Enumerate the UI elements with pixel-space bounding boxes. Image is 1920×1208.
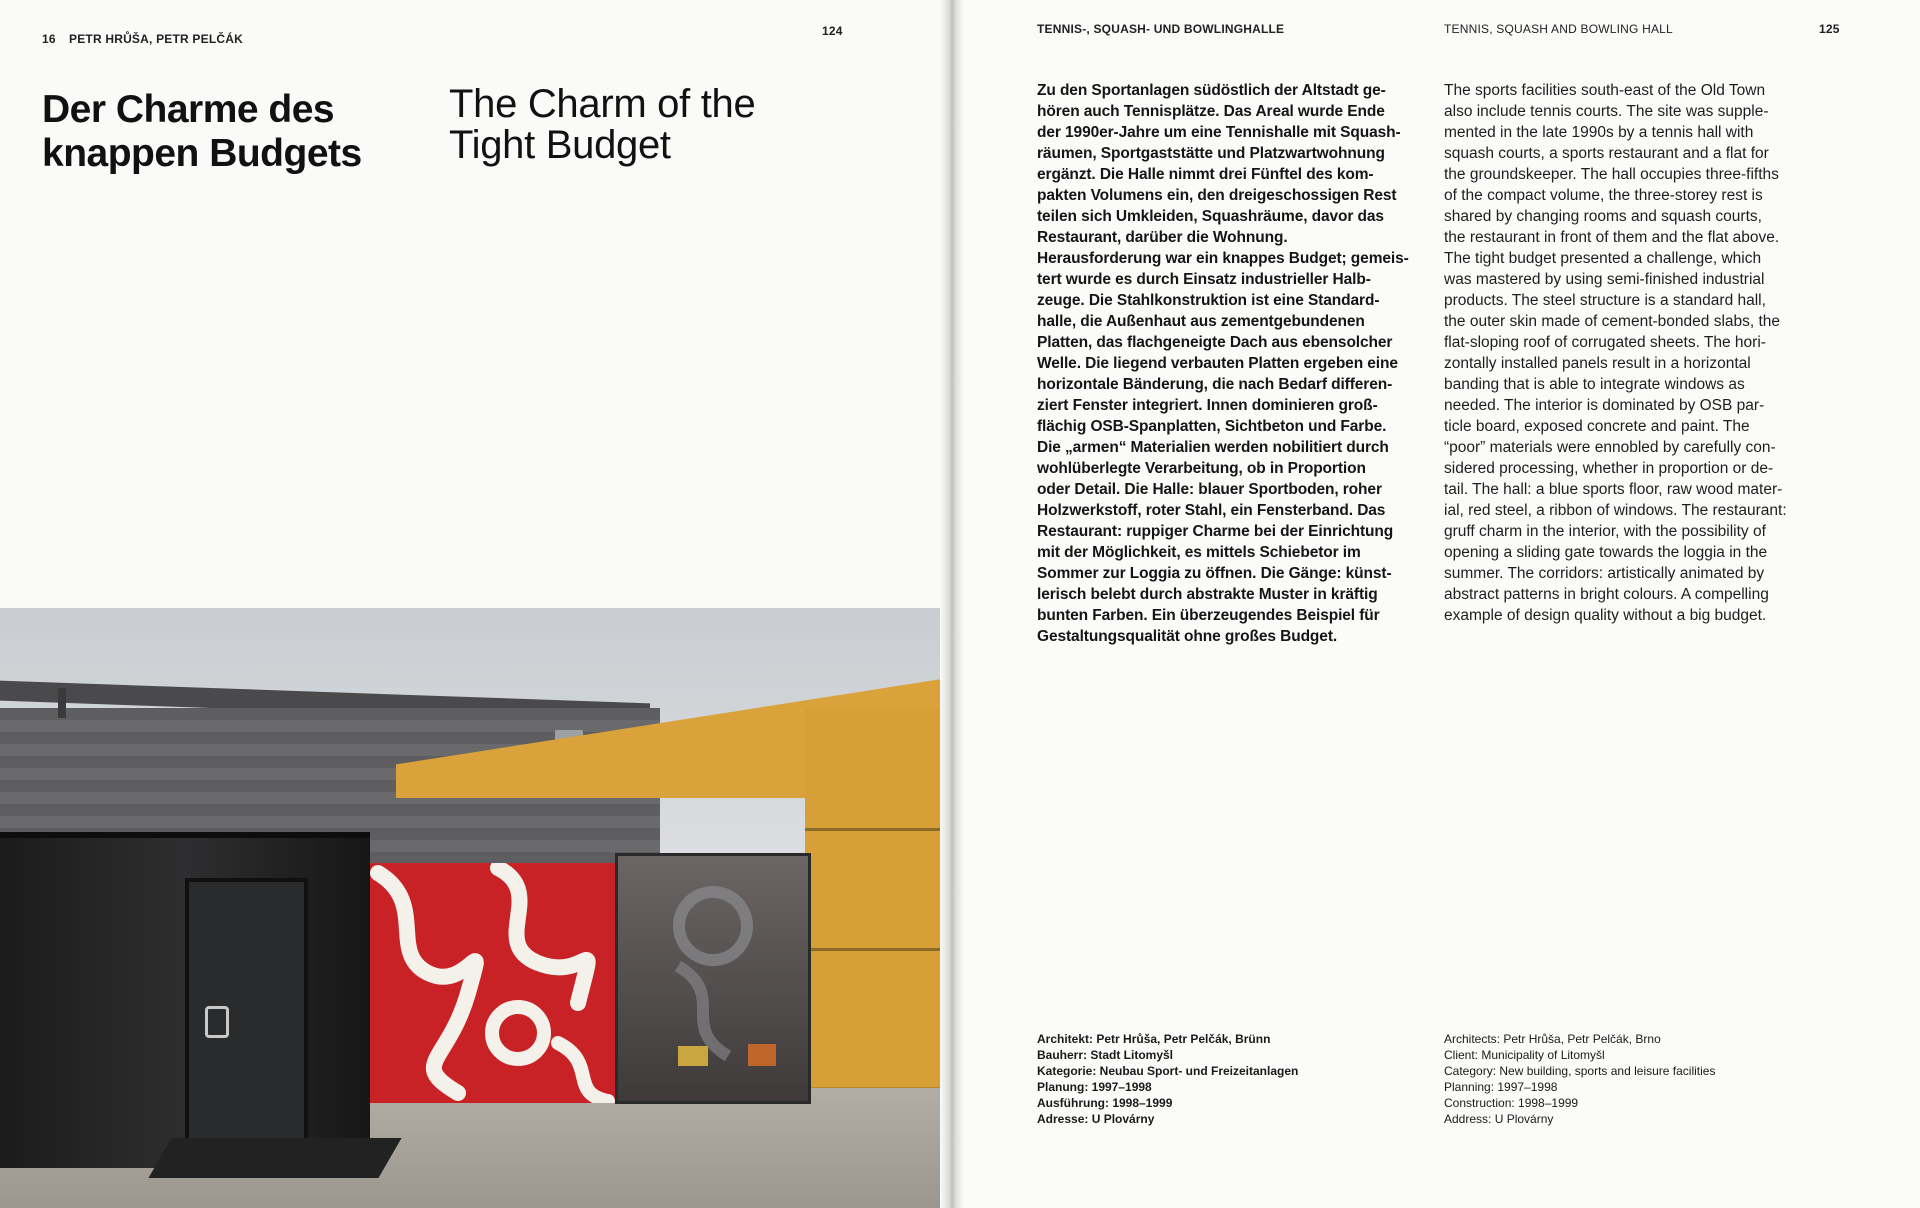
book-gutter [940, 0, 964, 1208]
title-german: Der Charme des knappen Budgets [42, 88, 362, 175]
credits-german [1037, 1031, 1298, 1127]
credit-address: Adresse: U Plovárny [1037, 1112, 1155, 1126]
building-photo [0, 608, 948, 1208]
left-page [0, 0, 948, 1208]
running-head-authors: PETR HRŮŠA, PETR PELČÁK [69, 32, 243, 46]
folio-number: 16 [42, 32, 56, 46]
credit-category: Category: New building, sports and leisure facilities [1444, 1064, 1716, 1078]
photo-red-mural [368, 863, 618, 1103]
body-text-german: Zu den Sportanlagen südöstlich der Altstadt ge- hören auch Tennisplätze. Das Areal wurde Ende der 1990er-Jahre um eine Tennishalle mit Squash- räumen, Sportgaststätte und Platzwartwohnung ergänzt. Die Halle nimmt drei Fünftel des kom- pakten Volumens ein, den dreigeschossigen Rest teilen sich Umkleiden, Squashräume, davor das Restaurant, darüber die Wohnung. Herausforderung war ein knappes Budget; gemeis- tert wurde es durch Einsatz industrieller Halb- zeuge. Die Stahlkonstruktion ist eine Standard- halle, die Außenhaut aus zementgebundenen Platten, das flachgeneigte Dach aus ebensolcher Welle. Die liegend verbauten Platten ergeben eine horizontale Bänderung, die nach Bedarf differen- ziert Fenster integriert. Innen dominieren groß- flächig OSB-Spanplatten, Sichtbeton und Farbe. Die „armen“ Materialien werden nobilitiert durch wohlüberlegte Verarbeitung, ob in Proportion oder Detail. Die Halle: blauer Sportboden, roher Holzwerkstoff, roter Stahl, ein Fensterband. Das Restaurant: ruppiger Charme bei der Einrichtung mit der Möglichkeit, es mittels Schiebetor im Sommer zur Loggia zu öffnen. Die Gänge: künst- lerisch belebt durch abstrakte Muster in kräftig bunten Farben. Ein überzeugendes Beispiel für Gestaltungsqualität ohne großes Budget. [1037, 82, 1409, 645]
section-title-german: TENNIS-, SQUASH- UND BOWLINGHALLE [1037, 22, 1285, 36]
credits-english [1444, 1031, 1715, 1127]
credit-planning: Planning: 1997–1998 [1444, 1080, 1558, 1094]
credit-category: Kategorie: Neubau Sport- und Freizeitanlagen [1037, 1064, 1299, 1078]
photo-osb-wall [805, 708, 948, 1088]
window-reflection [618, 856, 808, 1101]
credit-construction: Construction: 1998–1999 [1444, 1096, 1579, 1110]
photo-restaurant-window [615, 853, 811, 1104]
section-title-english: TENNIS, SQUASH AND BOWLING HALL [1444, 22, 1673, 36]
page-number-left: 124 [822, 24, 843, 38]
credit-architect: Architects: Petr Hrůša, Petr Pelčák, Brno [1444, 1032, 1661, 1046]
credit-client: Bauherr: Stadt Litomyšl [1037, 1048, 1174, 1062]
credit-client: Client: Municipality of Litomyšl [1444, 1048, 1605, 1062]
credit-architect: Architekt: Petr Hrůša, Petr Pelčák, Brünn [1037, 1032, 1271, 1046]
body-text-english: The sports facilities south-east of the Old Town also include tennis courts. The site was supple- mented in the late 1990s by a tennis hall with squash courts, a sports restaurant and a flat for the groundskeeper. The hall occupies three-fifths of the compact volume, the three-storey rest is shared by changing rooms and squash courts, the restaurant in front of them and the flat above. The tight budget presented a challenge, which was mastered by using semi-finished industrial products. The steel structure is a standard hall, the outer skin made of cement-bonded slabs, the flat-sloping roof of corrugated sheets. The hori- zontally installed panels result in a horizontal banding that is able to integrate windows as needed. The interior is dominated by OSB par- ticle board, exposed concrete and paint. The “poor” materials were ennobled by carefully con- sidered processing, whether in proportion or de- tail. The hall: a blue sports floor, raw wood mater- ial, red steel, a ribbon of windows. The restaurant: gruff charm in the interior, with the possibility of opening a sliding gate towards the loggia in the summer. The corridors: artistically animated by abstract patterns in bright colours. A compelling example of design quality without a big budget. [1444, 82, 1787, 624]
credit-construction: Ausführung: 1998–1999 [1037, 1096, 1173, 1110]
photo-chimney [58, 688, 66, 718]
photo-door-mat [148, 1138, 401, 1178]
title-english: The Charm of the Tight Budget [449, 82, 756, 167]
photo-entrance-door [185, 878, 308, 1166]
page-number-right: 125 [1819, 22, 1840, 36]
credit-address: Address: U Plovárny [1444, 1112, 1554, 1126]
photo-door-handle [205, 1006, 229, 1038]
mural-swirl-pattern [368, 863, 618, 1103]
credit-planning: Planung: 1997–1998 [1037, 1080, 1152, 1094]
